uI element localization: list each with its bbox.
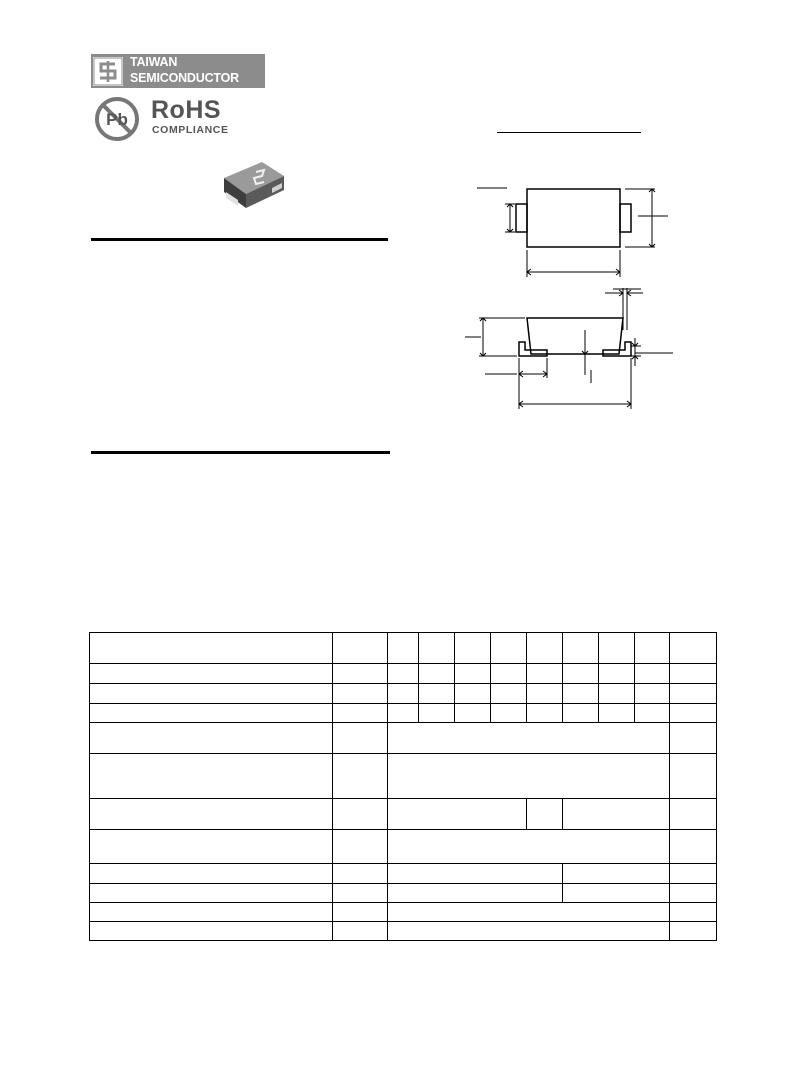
- table-cell: [527, 664, 563, 684]
- table-cell: [491, 633, 527, 664]
- table-cell: [333, 884, 388, 903]
- table-cell: [419, 633, 455, 664]
- table-row: [90, 884, 717, 903]
- table-cell: [670, 684, 717, 704]
- table-cell: [527, 633, 563, 664]
- table-cell: [563, 684, 599, 704]
- table-cell: [388, 884, 563, 903]
- table-cell: [333, 754, 388, 799]
- table-cell: [333, 704, 388, 723]
- table-cell: [670, 903, 717, 922]
- table-cell: [599, 664, 635, 684]
- table-cell: [455, 664, 491, 684]
- table-cell: [90, 922, 333, 941]
- company-name-line1: TAIWAN: [130, 55, 178, 69]
- pb-free-icon-text: Pb: [106, 110, 128, 129]
- table-cell: [388, 684, 419, 704]
- table-cell: [419, 704, 455, 723]
- table-cell: [333, 864, 388, 884]
- table-cell: [563, 799, 670, 830]
- table-cell: [388, 723, 670, 754]
- table-row: [90, 723, 717, 754]
- table-cell: [563, 884, 670, 903]
- table-cell: [90, 754, 333, 799]
- table-cell: [90, 884, 333, 903]
- table-row: [90, 864, 717, 884]
- table-cell: [333, 830, 388, 864]
- table-cell: [388, 864, 563, 884]
- table-cell: [388, 664, 419, 684]
- table-cell: [635, 664, 670, 684]
- table-cell: [333, 633, 388, 664]
- section-rule-features: [91, 238, 388, 241]
- rohs-title: RoHS: [151, 96, 222, 124]
- ratings-table: [89, 632, 717, 941]
- table-cell: [670, 723, 717, 754]
- table-cell: [333, 903, 388, 922]
- table-cell: [90, 830, 333, 864]
- table-row: [90, 903, 717, 922]
- table-cell: [90, 903, 333, 922]
- table-cell: [333, 922, 388, 941]
- ts-logo-icon: [93, 57, 123, 86]
- table-cell: [670, 864, 717, 884]
- table-cell: [90, 704, 333, 723]
- table-cell: [527, 704, 563, 723]
- table-header-row: [90, 633, 717, 664]
- table-cell: [527, 684, 563, 704]
- table-cell: [635, 704, 670, 723]
- table-cell: [563, 664, 599, 684]
- table-cell: [635, 684, 670, 704]
- table-cell: [455, 704, 491, 723]
- table-cell: [670, 633, 717, 664]
- rohs-subtitle: COMPLIANCE: [152, 124, 229, 136]
- table-cell: [90, 723, 333, 754]
- table-row: [90, 664, 717, 684]
- table-cell: [670, 754, 717, 799]
- table-cell: [388, 799, 527, 830]
- table-cell: [563, 864, 670, 884]
- pb-free-icon: [94, 96, 140, 142]
- company-name-line2: SEMICONDUCTOR: [130, 70, 239, 85]
- table-cell: [333, 664, 388, 684]
- table-row: [90, 754, 717, 799]
- table-cell: [599, 633, 635, 664]
- table-cell: [333, 684, 388, 704]
- table-cell: [599, 684, 635, 704]
- table-cell: [491, 664, 527, 684]
- table-cell: [670, 704, 717, 723]
- table-cell: [388, 903, 670, 922]
- table-cell: [388, 830, 670, 864]
- table-cell: [670, 664, 717, 684]
- table-cell: [635, 633, 670, 664]
- table-cell: [563, 633, 599, 664]
- table-cell: [388, 633, 419, 664]
- table-row: [90, 684, 717, 704]
- table-cell: [670, 884, 717, 903]
- table-cell: [90, 633, 333, 664]
- table-cell: [388, 704, 419, 723]
- table-cell: [90, 799, 333, 830]
- table-cell: [670, 830, 717, 864]
- table-cell: [333, 799, 388, 830]
- company-name: [130, 55, 265, 88]
- table-cell: [563, 704, 599, 723]
- table-cell: [455, 684, 491, 704]
- table-cell: [455, 633, 491, 664]
- table-cell: [333, 723, 388, 754]
- table-cell: [599, 704, 635, 723]
- table-cell: [670, 799, 717, 830]
- table-row: [90, 830, 717, 864]
- table-cell: [90, 684, 333, 704]
- table-cell: [491, 684, 527, 704]
- table-cell: [527, 799, 563, 830]
- table-cell: [670, 922, 717, 941]
- smd-diode-photo: [218, 156, 288, 212]
- table-cell: [419, 684, 455, 704]
- table-cell: [90, 664, 333, 684]
- table-row: [90, 799, 717, 830]
- package-outline-drawing: [455, 180, 685, 415]
- section-rule-mechanical: [91, 451, 390, 454]
- table-cell: [491, 704, 527, 723]
- table-cell: [388, 922, 670, 941]
- table-cell: [90, 864, 333, 884]
- table-row: [90, 922, 717, 941]
- package-title-underline: [497, 132, 641, 133]
- table-cell: [419, 664, 455, 684]
- table-cell: [388, 754, 670, 799]
- table-row: [90, 704, 717, 723]
